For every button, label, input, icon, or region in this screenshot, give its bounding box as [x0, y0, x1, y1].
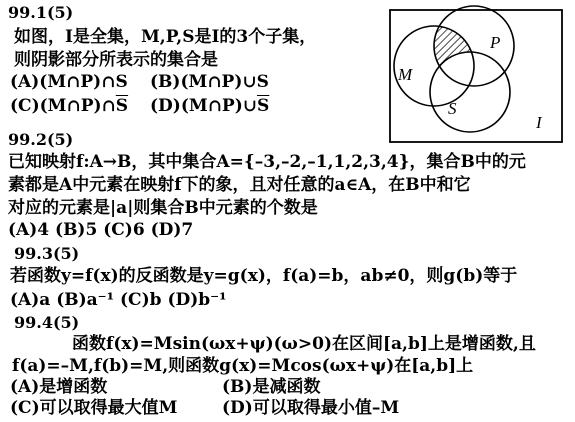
- q1-line2: 则阴影部分所表示的集合是: [14, 50, 218, 70]
- q3-line1: 若函数y=f(x)的反函数是y=g(x)，f(a)=b，ab≠0，则g(b)等于: [10, 266, 518, 286]
- q1-option-d-complement: $\overline{S}$: [257, 96, 270, 116]
- q1-option-a-text: (A)(M∩P)∩S: [10, 72, 128, 92]
- q4-option-c: (C)可以取得最大值M: [10, 398, 178, 418]
- q3-header: 99.3(5): [14, 244, 80, 263]
- label-p: P: [490, 33, 501, 52]
- q2-options: (A)4 (B)5 (C)6 (D)7: [8, 220, 194, 240]
- q4-line1: 函数f(x)=Msin(ωx+ψ)(ω>0)在区间[a,b]上是增函数,且: [72, 334, 536, 354]
- q4-option-a: (A)是增函数: [10, 377, 108, 397]
- q2-line2: 素都是A中元素在映射f下的象，且对任意的a∈A，在B中和它: [8, 175, 471, 195]
- q1-option-b: [150, 72, 269, 92]
- q4-header: 99.4(5): [14, 313, 80, 332]
- q1-option-a: [10, 72, 128, 92]
- label-i: I: [536, 113, 542, 132]
- label-m: M: [398, 65, 413, 84]
- q2-line3: 对应的元素是|a|则集合B中元素的个数是: [8, 198, 318, 218]
- label-s: S: [448, 99, 457, 118]
- q2-line1: 已知映射f:A→B，其中集合A={–3,–2,–1,1,2,3,4}，集合B中的元: [8, 152, 526, 172]
- q1-header: 99.1(5): [8, 3, 74, 22]
- q1-option-d: [150, 96, 269, 116]
- q3-options: (A)a (B)a⁻¹ (C)b (D)b⁻¹: [10, 290, 227, 310]
- venn-diagram: [382, 2, 568, 148]
- q4-option-b: (B)是减函数: [222, 377, 321, 397]
- q1-option-b-text: (B)(M∩P)∪S: [150, 72, 269, 92]
- q1-line1: 如图，I是全集，M,P,S是I的3个子集，: [14, 27, 317, 47]
- q1-option-c: [10, 96, 128, 116]
- q4-option-d: (D)可以取得最小值–M: [222, 398, 400, 418]
- q1-option-c-complement: $\overline{S}$: [115, 96, 129, 116]
- q2-header: 99.2(5): [8, 130, 74, 149]
- q1-option-c-text: (C)(M∩P)∩: [10, 96, 116, 116]
- q4-line2: f(a)=–M,f(b)=M,则函数g(x)=Mcos(ωx+ψ)在[a,b]上: [12, 356, 474, 376]
- q1-option-d-text: (D)(M∩P)∪: [150, 96, 258, 116]
